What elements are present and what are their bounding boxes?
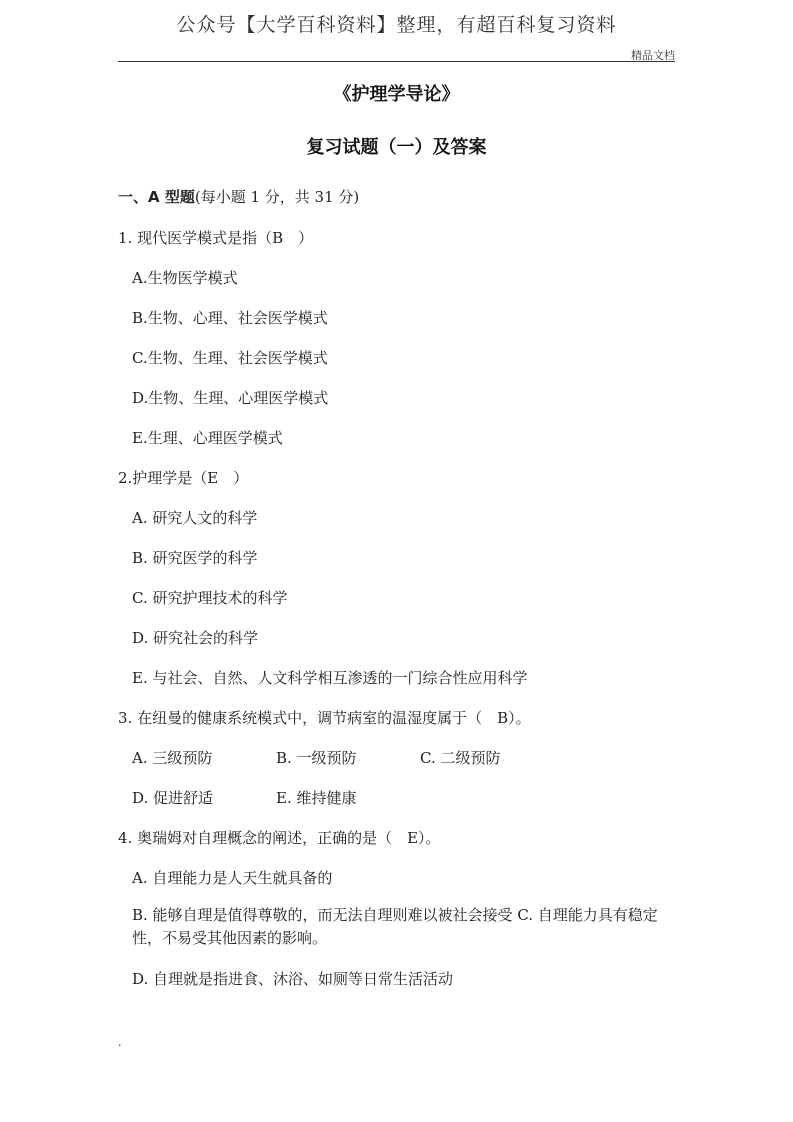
question-2-option-e: E. 与社会、自然、人文科学相互渗透的一门综合性应用科学 bbox=[132, 669, 528, 687]
section-heading-note: (每小题 1 分，共 31 分) bbox=[194, 188, 360, 206]
document-subtitle: 复习试题（一）及答案 bbox=[306, 137, 487, 158]
document-title: 《护理学导论》 bbox=[333, 84, 460, 105]
question-4-option-b-c: B. 能够自理是值得尊敬的，而无法自理则难以被社会接受 C. 自理能力具有稳定性，不易受其他因素的影响。 bbox=[132, 906, 658, 947]
question-1-option-c: C.生物、生理、社会医学模式 bbox=[132, 349, 328, 367]
question-2-option-d: D. 研究社会的科学 bbox=[132, 629, 259, 647]
question-3-option-a: A. 三级预防 bbox=[132, 749, 213, 767]
question-3-option-b: B. 一级预防 bbox=[276, 749, 357, 767]
question-3-option-d: D. 促进舒适 bbox=[132, 789, 214, 807]
question-3-option-e: E. 维持健康 bbox=[276, 789, 357, 807]
header-rule bbox=[118, 61, 675, 62]
question-2-stem: 2.护理学是（E ） bbox=[118, 469, 249, 487]
question-3-options-row-2 bbox=[132, 787, 357, 808]
question-1-option-d: D.生物、生理、心理医学模式 bbox=[132, 389, 329, 407]
question-2-option-b: B. 研究医学的科学 bbox=[132, 549, 258, 567]
question-1-option-e: E.生理、心理医学模式 bbox=[132, 429, 283, 447]
header-label: 精品文档 bbox=[631, 49, 675, 62]
question-3-options-row-1 bbox=[132, 747, 501, 768]
footer-mark: . bbox=[118, 1036, 122, 1049]
section-heading-title: 一、A 型题 bbox=[118, 188, 195, 206]
question-4-stem: 4. 奥瑞姆对自理概念的阐述，正确的是（ E）。 bbox=[118, 829, 441, 847]
question-2-option-c: C. 研究护理技术的科学 bbox=[132, 589, 288, 607]
question-1-stem: 1. 现代医学模式是指（B ） bbox=[118, 229, 314, 247]
question-3-stem: 3. 在纽曼的健康系统模式中，调节病室的温湿度属于（ B）。 bbox=[118, 709, 531, 727]
question-4-option-a: A. 自理能力是人天生就具备的 bbox=[132, 869, 333, 887]
section-heading bbox=[118, 186, 359, 207]
question-1-option-b: B.生物、心理、社会医学模式 bbox=[132, 309, 328, 327]
top-banner: 公众号【大学百科资料】整理，有超百科复习资料 bbox=[176, 14, 617, 36]
question-3-option-c: C. 二级预防 bbox=[420, 749, 501, 767]
question-4-option-d: D. 自理就是指进食、沐浴、如厕等日常生活活动 bbox=[132, 970, 454, 988]
question-2-option-a: A. 研究人文的科学 bbox=[132, 509, 258, 527]
question-1-option-a: A.生物医学模式 bbox=[132, 269, 238, 287]
